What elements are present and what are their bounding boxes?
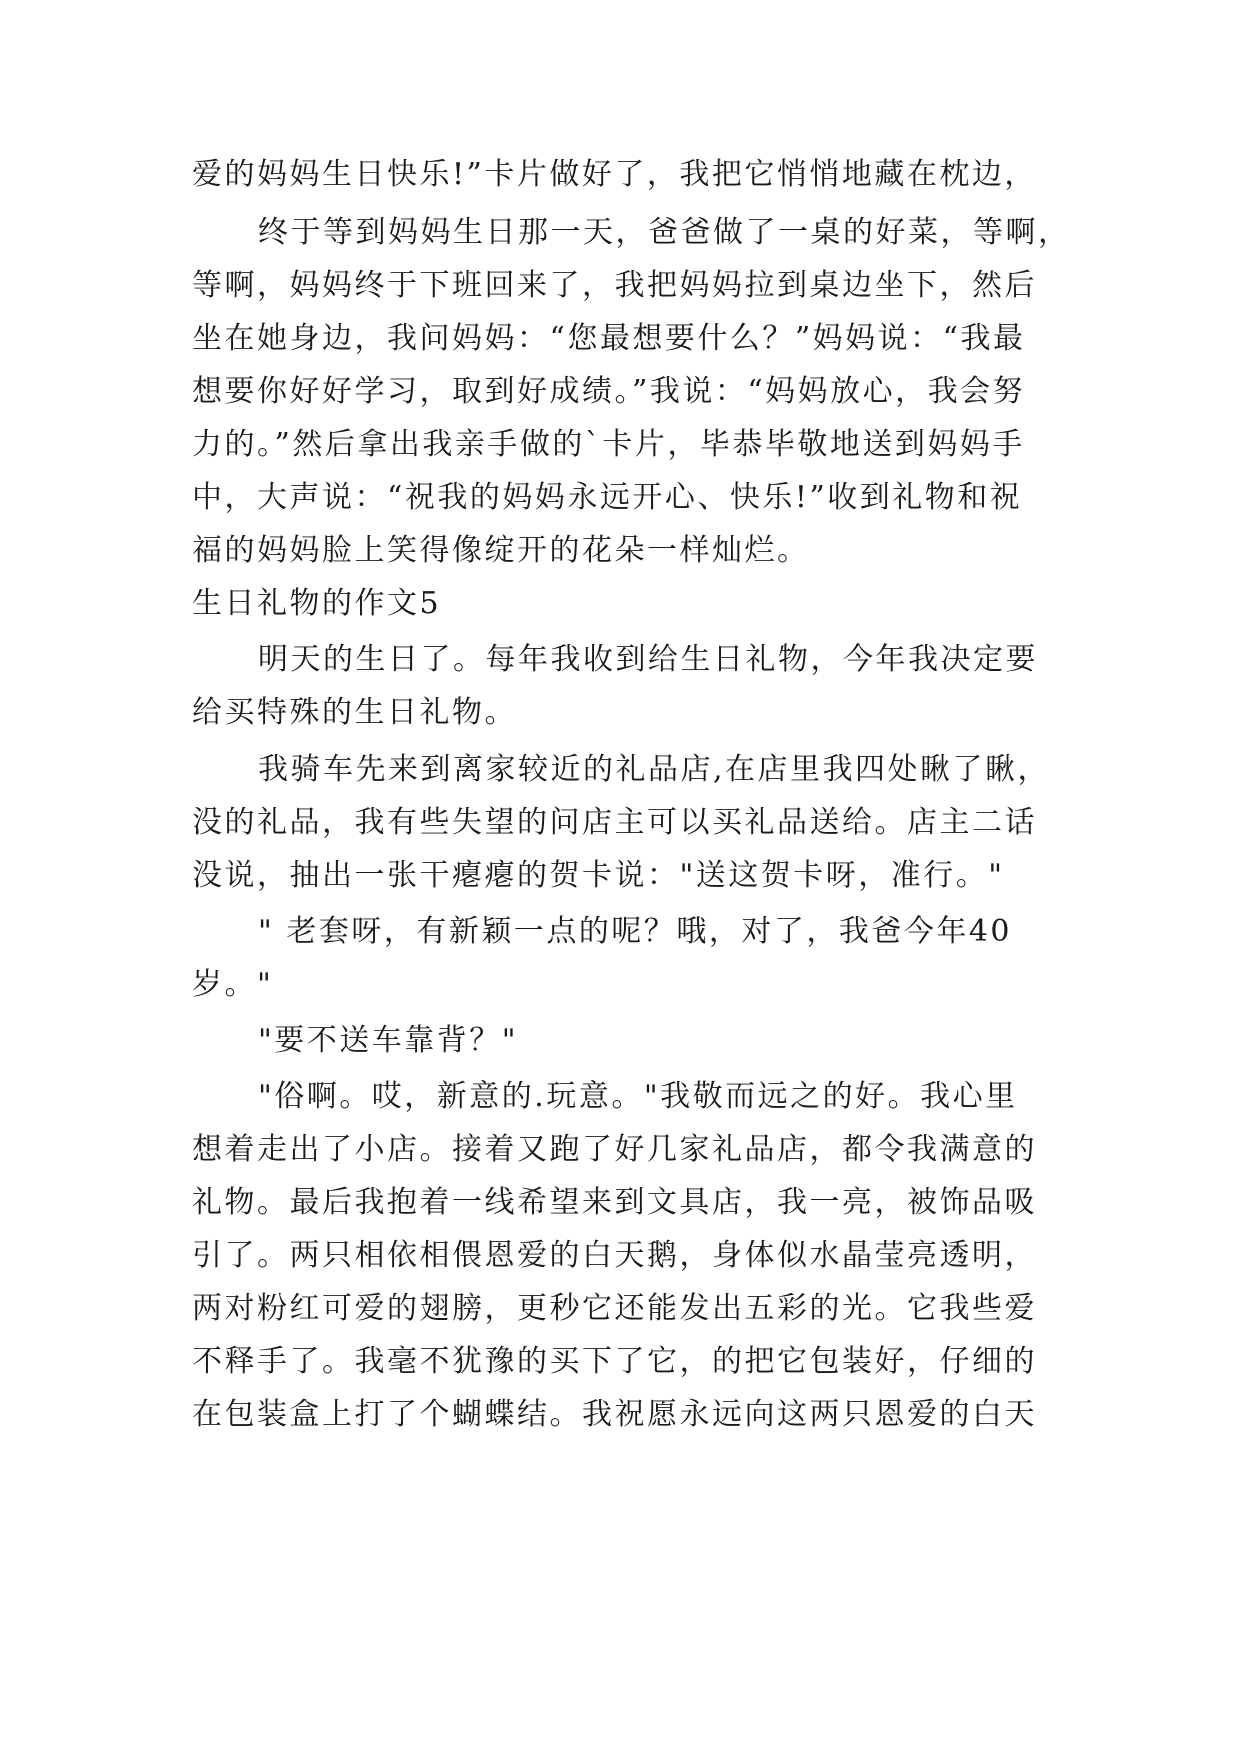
text-line: 没的礼品，我有些失望的问店主可以买礼品送给。店主二话 [192, 805, 1037, 840]
text-line: 在包装盒上打了个蝴蝶结。我祝愿永远向这两只恩爱的白天 [192, 1397, 1037, 1432]
paragraph-start: 我骑车先来到离家较近的礼品店,在店里我四处瞅了瞅， [258, 752, 1051, 787]
paragraph-start: 明天的生日了。每年我收到给生日礼物，今年我决定要 [258, 642, 1038, 677]
text-line: 爱的妈妈生日快乐!”卡片做好了，我把它悄悄地藏在枕边， [192, 157, 1037, 192]
text-line: 力的。”然后拿出我亲手做的`卡片，毕恭毕敬地送到妈妈手 [192, 427, 1025, 462]
text-line: 中，大声说：“祝我的妈妈永远开心、快乐!”收到礼物和祝 [192, 480, 1023, 515]
text-line: 引了。两只相依相偎恩爱的白天鹅，身体似水晶莹亮透明， [192, 1238, 1037, 1273]
text-line: 两对粉红可爱的翅膀，更秒它还能发出五彩的光。它我些爱 [192, 1291, 1037, 1326]
text-line: 想要你好好学习，取到好成绩。”我说：“妈妈放心，我会努 [192, 374, 1026, 409]
text-line: 给买特殊的生日礼物。 [192, 695, 517, 730]
section-heading: 生日礼物的作文5 [192, 586, 442, 621]
paragraph-start: " 老套呀，有新颖一点的呢？哦，对了，我爸今年40 [258, 914, 1013, 949]
text-line: 礼物。最后我抱着一线希望来到文具店，我一亮，被饰品吸 [192, 1185, 1037, 1220]
paragraph-start: 终于等到妈妈生日那一天，爸爸做了一桌的好菜，等啊， [258, 215, 1071, 250]
text-line: 想着走出了小店。接着又跑了好几家礼品店，都令我满意的 [192, 1132, 1037, 1167]
paragraph-start: "要不送车靠背？" [258, 1023, 519, 1058]
paragraph-start: "俗啊。哎，新意的.玩意。"我敬而远之的好。我心里 [258, 1079, 1018, 1114]
text-line: 没说，抽出一张干瘪瘪的贺卡说："送这贺卡呀，准行。" [192, 858, 1005, 893]
text-line: 不释手了。我毫不犹豫的买下了它，的把它包装好，仔细的 [192, 1344, 1037, 1379]
text-line: 等啊，妈妈终于下班回来了，我把妈妈拉到桌边坐下，然后 [192, 268, 1037, 303]
text-line: 坐在她身边，我问妈妈：“您最想要什么？”妈妈说：“我最 [192, 321, 1026, 356]
text-line: 福的妈妈脸上笑得像绽开的花朵一样灿烂。 [192, 533, 810, 568]
text-line: 岁。" [192, 967, 274, 1002]
